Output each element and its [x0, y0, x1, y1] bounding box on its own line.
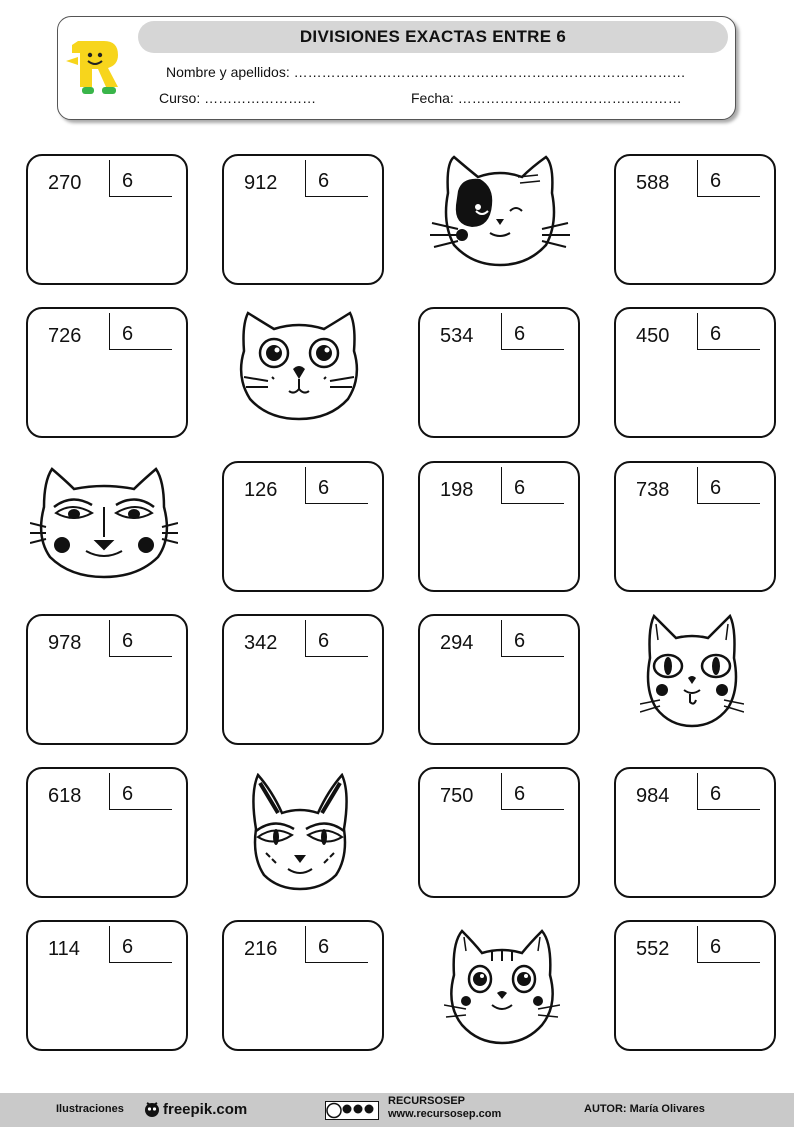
dividend: 978 — [48, 632, 82, 654]
dividend: 198 — [440, 479, 474, 501]
divisor-bracket — [697, 160, 760, 197]
divisor-bracket — [501, 467, 564, 504]
dividend: 726 — [48, 325, 82, 347]
divisor: 6 — [514, 477, 526, 499]
freepik-logo-icon — [143, 1100, 161, 1118]
divisor-bracket — [697, 773, 760, 810]
divisor-bracket — [305, 926, 368, 963]
division-box[interactable] — [418, 461, 580, 592]
divisor: 6 — [514, 783, 526, 805]
divisor: 6 — [122, 630, 134, 652]
divisor: 6 — [710, 477, 722, 499]
cat-face-icon — [428, 153, 572, 271]
divisor-bracket — [501, 313, 564, 350]
divisor-bracket — [697, 926, 760, 963]
divisor: 6 — [710, 783, 722, 805]
division-box[interactable] — [418, 767, 580, 898]
division-box[interactable] — [222, 461, 384, 592]
dividend: 126 — [244, 479, 278, 501]
divisor: 6 — [318, 630, 330, 652]
divisor-bracket — [697, 467, 760, 504]
dividend: 342 — [244, 632, 278, 654]
dividend: 216 — [244, 938, 278, 960]
cat-face-icon — [234, 311, 364, 421]
dividend: 738 — [636, 479, 670, 501]
r-logo-icon — [64, 35, 128, 99]
divisor-bracket — [109, 620, 172, 657]
division-box[interactable] — [222, 614, 384, 745]
divisor: 6 — [710, 170, 722, 192]
freepik-link[interactable]: freepik.com — [163, 1101, 248, 1118]
divisor: 6 — [710, 323, 722, 345]
cc-by-nc-sa-icon — [325, 1101, 379, 1120]
footer-bar — [0, 1093, 794, 1127]
division-box[interactable] — [614, 154, 776, 285]
cat-face-icon — [30, 467, 178, 579]
dividend: 552 — [636, 938, 670, 960]
divisor-bracket — [501, 620, 564, 657]
date-field-label: Fecha: ………………………………………… — [411, 90, 682, 106]
division-box[interactable] — [418, 614, 580, 745]
division-box[interactable] — [222, 920, 384, 1051]
divisor: 6 — [318, 477, 330, 499]
division-box[interactable] — [26, 920, 188, 1051]
divisor: 6 — [122, 323, 134, 345]
worksheet-title: DIVISIONES EXACTAS ENTRE 6 — [138, 21, 728, 53]
divisor-bracket — [305, 467, 368, 504]
dividend: 588 — [636, 172, 670, 194]
cat-face-icon — [444, 929, 560, 1045]
dividend: 534 — [440, 325, 474, 347]
division-box[interactable] — [614, 461, 776, 592]
dividend: 618 — [48, 785, 82, 807]
illustrations-label: Ilustraciones — [56, 1103, 124, 1115]
cat-face-icon — [640, 614, 744, 730]
divisor-bracket — [305, 160, 368, 197]
division-box[interactable] — [26, 307, 188, 438]
division-box[interactable] — [26, 154, 188, 285]
dividend: 912 — [244, 172, 278, 194]
division-box[interactable] — [614, 307, 776, 438]
dividend: 114 — [48, 938, 80, 960]
division-box[interactable] — [26, 614, 188, 745]
author-label: AUTOR: María Olivares — [584, 1103, 705, 1115]
divisor-bracket — [305, 620, 368, 657]
course-field-label: Curso: …………………… — [159, 90, 317, 106]
division-box[interactable] — [222, 154, 384, 285]
divisor-bracket — [109, 926, 172, 963]
divisor: 6 — [710, 936, 722, 958]
divisor: 6 — [514, 323, 526, 345]
division-box[interactable] — [614, 767, 776, 898]
dividend: 294 — [440, 632, 474, 654]
divisor-bracket — [109, 773, 172, 810]
dividend: 450 — [636, 325, 670, 347]
name-field-label: Nombre y apellidos: ………………………………………………………………………… — [166, 64, 686, 80]
dividend: 750 — [440, 785, 474, 807]
brand-name: RECURSOSEP — [388, 1095, 466, 1107]
dividend: 270 — [48, 172, 82, 194]
divisor: 6 — [122, 783, 134, 805]
division-box[interactable] — [26, 767, 188, 898]
divisor: 6 — [122, 170, 134, 192]
dividend: 984 — [636, 785, 670, 807]
divisor-bracket — [501, 773, 564, 810]
divisor-bracket — [109, 313, 172, 350]
divisor-bracket — [697, 313, 760, 350]
divisor-bracket — [109, 160, 172, 197]
worksheet-header — [57, 16, 736, 120]
division-box[interactable] — [418, 307, 580, 438]
division-box[interactable] — [614, 920, 776, 1051]
cat-face-icon — [248, 773, 352, 891]
divisor: 6 — [122, 936, 134, 958]
website-link[interactable]: www.recursosep.com — [388, 1108, 502, 1120]
divisor: 6 — [318, 936, 330, 958]
divisor: 6 — [514, 630, 526, 652]
divisor: 6 — [318, 170, 330, 192]
